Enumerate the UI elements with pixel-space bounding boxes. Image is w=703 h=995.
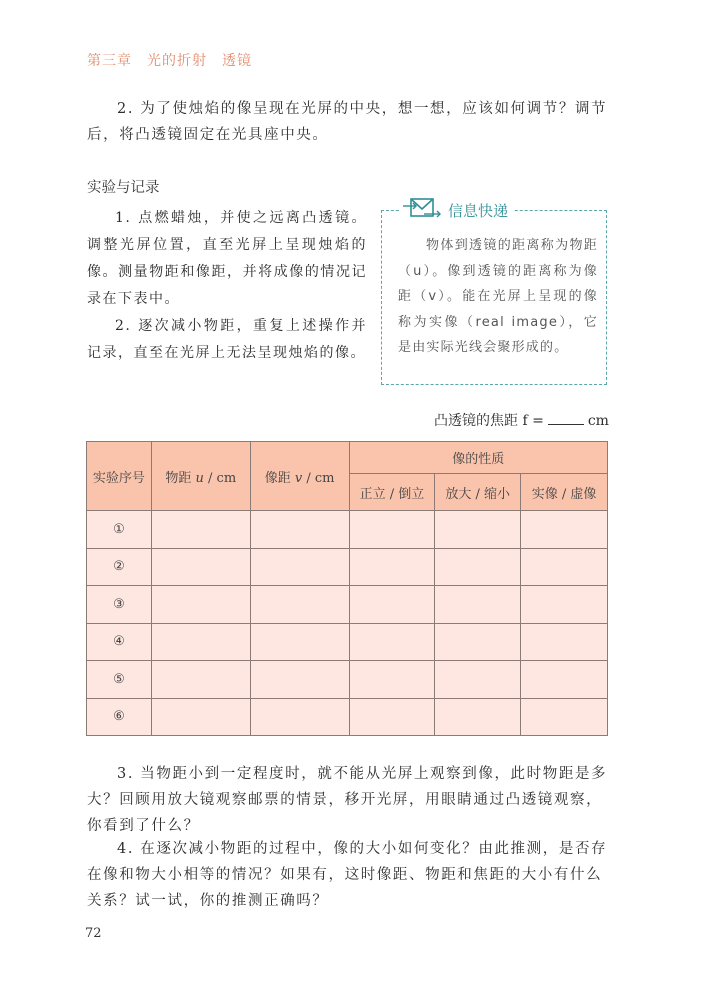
table-row: [87, 698, 608, 736]
cell-magnify[interactable]: [435, 511, 521, 549]
focal-length-label: 凸透镜的焦距 f =: [434, 413, 544, 429]
cell-magnify[interactable]: [435, 698, 521, 736]
col-header-object-distance: 物距 u / cm: [151, 442, 250, 511]
cell-magnify[interactable]: [435, 661, 521, 699]
section-title: 实验与记录: [87, 180, 160, 196]
row-index: ④: [87, 623, 152, 661]
experiment-step-2: 2. 逐次减小物距，重复上述操作并记录，直至在光屏上无法呈现烛焰的像。: [87, 318, 367, 361]
cell-real[interactable]: [521, 623, 608, 661]
info-box-body: 物体到透镜的距离称为物距（u）。像到透镜的距离称为像距（v）。能在光屏上呈现的像称为实像（real image），它是由实际光线会聚形成的。: [398, 238, 598, 355]
cell-magnify[interactable]: [435, 548, 521, 586]
cell-image-distance[interactable]: [250, 548, 349, 586]
cell-upright[interactable]: [349, 511, 435, 549]
table-row: [87, 661, 608, 699]
info-box-header: [400, 197, 514, 223]
focal-length-unit: cm: [587, 413, 609, 429]
table-row: [87, 511, 608, 549]
cell-image-distance[interactable]: [250, 511, 349, 549]
row-index: ②: [87, 548, 152, 586]
cell-object-distance[interactable]: [151, 548, 250, 586]
chapter-header: 第三章 光的折射 透镜: [87, 53, 252, 69]
step-2-paragraph: 2. 为了使烛焰的像呈现在光屏的中央，想一想，应该如何调节？调节后，将凸透镜固定在光具座中央。: [87, 101, 608, 143]
cell-object-distance[interactable]: [151, 586, 250, 624]
row-index: ①: [87, 511, 152, 549]
cell-image-distance[interactable]: [250, 586, 349, 624]
col-header-upright-inverted: 正立 / 倒立: [349, 474, 435, 511]
cell-real[interactable]: [521, 661, 608, 699]
row-index: ⑥: [87, 698, 152, 736]
cell-object-distance[interactable]: [151, 661, 250, 699]
page-number: 72: [85, 926, 102, 941]
envelope-icon: [402, 197, 444, 223]
table-row: [87, 586, 608, 624]
cell-upright[interactable]: [349, 623, 435, 661]
col-header-image-properties: 像的性质: [349, 442, 608, 474]
cell-upright[interactable]: [349, 548, 435, 586]
step-3-paragraph: 3. 当物距小到一定程度时，就不能从光屏上观察到像，此时物距是多大？回顾用放大镜观察邮票的情景，移开光屏，用眼睛通过凸透镜观察，你看到了什么？: [87, 766, 608, 834]
step-4-paragraph: 4. 在逐次减小物距的过程中，像的大小如何变化？由此推测，是否存在像和物大小相等的情况？如果有，这时像距、物距和焦距的大小有什么关系？试一试，你的推测正确吗？: [87, 841, 608, 909]
row-index: ⑤: [87, 661, 152, 699]
cell-upright[interactable]: [349, 586, 435, 624]
cell-upright[interactable]: [349, 661, 435, 699]
cell-object-distance[interactable]: [151, 623, 250, 661]
table-row: [87, 548, 608, 586]
col-header-real-virtual: 实像 / 虚像: [521, 474, 608, 511]
cell-real[interactable]: [521, 586, 608, 624]
cell-real[interactable]: [521, 511, 608, 549]
record-table: [86, 441, 608, 736]
info-box-title: 信息快递: [448, 201, 509, 220]
cell-upright[interactable]: [349, 698, 435, 736]
cell-real[interactable]: [521, 548, 608, 586]
cell-object-distance[interactable]: [151, 698, 250, 736]
cell-magnify[interactable]: [435, 623, 521, 661]
cell-image-distance[interactable]: [250, 623, 349, 661]
focal-length-line: [434, 410, 609, 430]
table-row: [87, 623, 608, 661]
col-header-magnified-reduced: 放大 / 缩小: [435, 474, 521, 511]
row-index: ③: [87, 586, 152, 624]
col-header-index: 实验序号: [87, 442, 152, 511]
experiment-step-1: 1. 点燃蜡烛，并使之远离凸透镜。调整光屏位置，直至光屏上呈现烛焰的像。测量物距和像距，并将成像的情况记录在下表中。: [87, 210, 367, 307]
cell-magnify[interactable]: [435, 586, 521, 624]
cell-real[interactable]: [521, 698, 608, 736]
focal-length-blank[interactable]: [548, 412, 584, 425]
cell-image-distance[interactable]: [250, 698, 349, 736]
col-header-image-distance: 像距 v / cm: [250, 442, 349, 511]
cell-image-distance[interactable]: [250, 661, 349, 699]
cell-object-distance[interactable]: [151, 511, 250, 549]
experiment-steps: [87, 205, 367, 367]
